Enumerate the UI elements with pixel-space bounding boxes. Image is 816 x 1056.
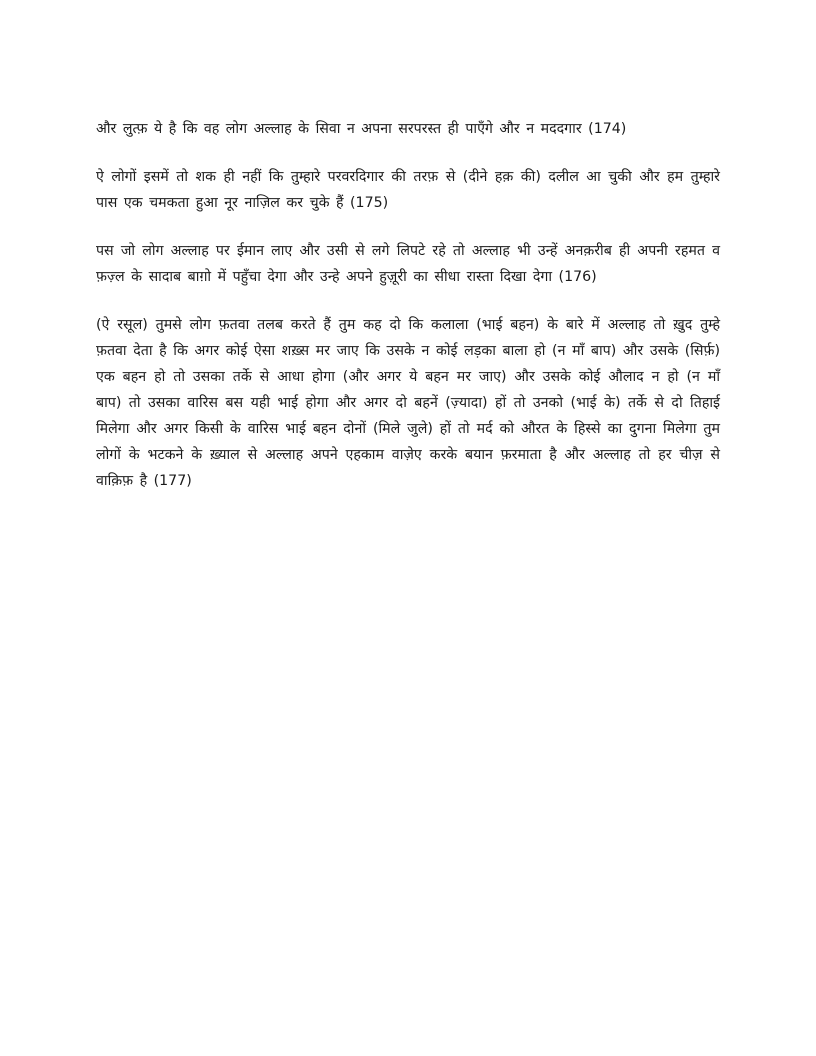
verse-175: ऐ लोगों इसमें तो शक ही नहीं कि तुम्हारे परवरदिगार की तरफ़ से (दीने हक़ की) दलील आ चुकी और हम तुम्हारे पास एक चमकता हुआ नूर नाज़िल कर चुके हैं (175) [96, 169, 720, 211]
verse-176: पस जो लोग अल्लाह पर ईमान लाए और उसी से लगे लिपटे रहे तो अल्लाह भी उन्हें अनक़रीब ही अपनी रहमत व फ़ज़्ल के सादाब बाग़ो में पहुँचा देगा और उन्हे अपने हुज़ूरी का सीधा रास्ता दिखा देगा (176) [96, 243, 720, 285]
verse-177: (ऐ रसूल) तुमसे लोग फ़तवा तलब करते हैं तुम कह दो कि कलाला (भाई बहन) के बारे में अल्लाह तो ख़ुद तुम्हे फ़तवा देता है कि अगर कोई ऐसा शख़्स मर जाए कि उसके न कोई लड़का बाला हो (न माँ बाप) और उसके (सिर्फ़) एक बहन हो तो उसका तर्के से आधा होगा (और अगर ये बहन मर जाए) और उसके कोई औलाद न हो (न माँ बाप) तो उसका वारिस बस यही भाई होगा और अगर दो बहनें (ज़्यादा) हों तो उनको (भाई के) तर्के से दो तिहाई मिलेगा और अगर किसी के वारिस भाई बहन दोनों (मिले जुले) हों तो मर्द को औरत के हिस्से का दुगना मिलेगा तुम लोगों के भटकने के ख़्याल से अल्लाह अपने एहकाम वाज़ेए करके बयान फ़रमाता है और अल्लाह तो हर चीज़ से वाक़िफ़ है (177) [96, 317, 720, 489]
document-body [96, 116, 720, 516]
verse-174: और लुत्फ़ ये है कि वह लोग अल्लाह के सिवा न अपना सरपरस्त ही पाएँगे और न मददगार (174) [96, 121, 627, 137]
